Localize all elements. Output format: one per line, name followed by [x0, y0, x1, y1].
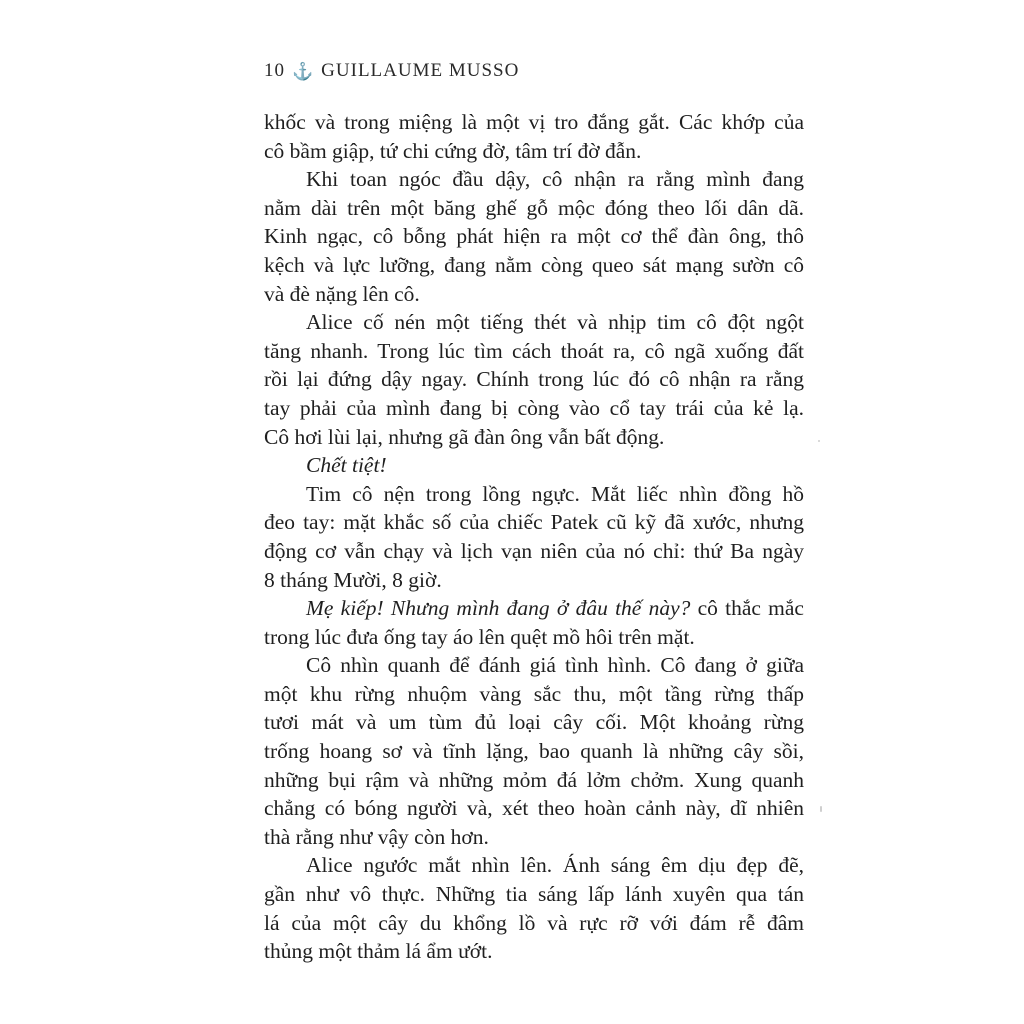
- body-text: [264, 108, 804, 966]
- text-line: trống hoang sơ và tĩnh lặng, bao quanh là những cây sồi,: [264, 739, 804, 764]
- text-line: tăng nhanh. Trong lúc tìm cách thoát ra, cô ngã xuống đất: [264, 338, 804, 363]
- text-line: rồi lại đứng dậy ngay. Chính trong lúc đó cô nhận ra rằng: [264, 367, 804, 392]
- author-name: GUILLAUME MUSSO: [321, 60, 520, 81]
- text-line: 8 tháng Mười, 8 giờ.: [264, 567, 442, 592]
- text-line: thủng một thảm lá ẩm ướt.: [264, 939, 493, 964]
- text-line: Chết tiệt!: [306, 453, 387, 478]
- anchor-ornament-icon: ⚓: [292, 61, 315, 81]
- text-line: chẳng có bóng người và, xét theo hoàn cảnh này, dĩ nhiên: [264, 796, 804, 821]
- text-fragment: cô thắc mắc: [690, 596, 804, 621]
- text-line: lá của một cây du khổng lồ và rực rỡ với đám rễ đâm: [264, 910, 804, 935]
- text-line: nằm dài trên một băng ghế gỗ mộc đóng theo lối dân dã.: [264, 195, 804, 220]
- text-line: đeo tay: mặt khắc số của chiếc Patek cũ kỹ đã xước, nhưng: [264, 510, 804, 535]
- text-line: kệch và lực lưỡng, đang nằm còng queo sát mạng sườn cô: [264, 252, 804, 277]
- scan-speck: [818, 440, 820, 442]
- text-line: khốc và trong miệng là một vị tro đắng gắt. Các khớp của: [264, 110, 804, 134]
- text-line: Alice ngước mắt nhìn lên. Ánh sáng êm dịu đẹp đẽ,: [306, 853, 804, 878]
- text-line: tay phải của mình đang bị còng vào cổ tay trái của kẻ lạ.: [264, 395, 804, 420]
- text-line: Kinh ngạc, cô bỗng phát hiện ra một cơ thể đàn ông, thô: [264, 224, 804, 249]
- text-line: cô bầm giập, tứ chi cứng đờ, tâm trí đờ đẫn.: [264, 138, 642, 163]
- italic-phrase: Mẹ kiếp! Nhưng mình đang ở đâu thế này?: [306, 596, 691, 621]
- text-line: và đè nặng lên cô.: [264, 281, 420, 306]
- text-line: động cơ vẫn chạy và lịch vạn niên của nó chỉ: thứ Ba ngày: [264, 538, 804, 563]
- running-head: [264, 60, 519, 82]
- text-line: trong lúc đưa ống tay áo lên quệt mồ hôi trên mặt.: [264, 624, 695, 649]
- text-line: gần như vô thực. Những tia sáng lấp lánh xuyên qua tán: [264, 882, 804, 907]
- text-line: Tim cô nện trong lồng ngực. Mắt liếc nhìn đồng hồ: [306, 481, 804, 506]
- text-line: [264, 594, 804, 623]
- scan-speck: [820, 806, 822, 812]
- page-number: 10: [264, 60, 285, 81]
- text-line: thà rằng như vậy còn hơn.: [264, 824, 489, 849]
- text-line: những bụi rậm và những mỏm đá lởm chởm. Xung quanh: [264, 767, 804, 792]
- text-line: Alice cố nén một tiếng thét và nhịp tim cô đột ngột: [306, 310, 804, 335]
- text-line: tươi mát và um tùm đủ loại cây cối. Một khoảng rừng: [264, 710, 804, 735]
- text-line: Cô nhìn quanh để đánh giá tình hình. Cô đang ở giữa: [306, 653, 804, 678]
- text-line: một khu rừng nhuộm vàng sắc thu, một tầng rừng thấp: [264, 681, 804, 706]
- text-line: Cô hơi lùi lại, nhưng gã đàn ông vẫn bất động.: [264, 424, 665, 449]
- text-line: Khi toan ngóc đầu dậy, cô nhận ra rằng mình đang: [306, 167, 804, 192]
